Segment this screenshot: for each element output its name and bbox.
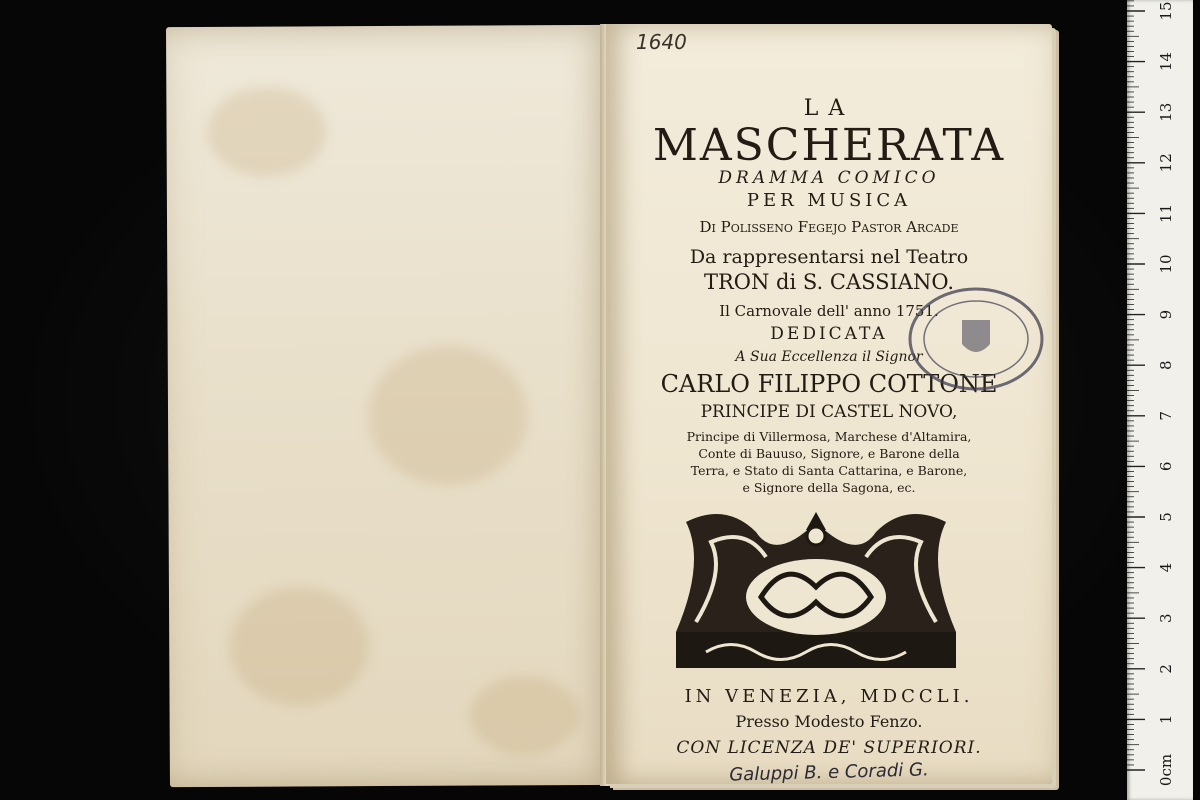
theatre-line: TRON di S. CASSIANO. — [703, 270, 955, 294]
paper-stain — [469, 675, 579, 756]
title-article: LA — [803, 96, 855, 121]
titles-line: Conte di Bauuso, Signore, e Barone della — [698, 446, 960, 461]
performance-line: Da rappresentarsi nel Teatro — [689, 246, 969, 268]
printer-woodcut-ornament — [666, 502, 966, 674]
carnival-line: Il Carnovale dell' anno 1751. — [719, 302, 939, 320]
ruler-label: 14 — [1157, 52, 1175, 72]
measurement-ruler — [1127, 0, 1193, 800]
ruler-label: 4 — [1157, 562, 1175, 573]
ruler-label: 8 — [1157, 360, 1175, 370]
ruler-label: 13 — [1157, 102, 1175, 122]
left-flyleaf-page — [166, 25, 616, 787]
prince-line: PRINCIPE DI CASTEL NOVO, — [700, 402, 958, 422]
per-musica-line: PER MUSICA — [746, 190, 912, 211]
ruler-label: 2 — [1157, 664, 1175, 674]
ruler-label: 3 — [1157, 613, 1175, 623]
ruler-label: 15 — [1157, 1, 1175, 21]
author-line: Di Polisseno Fegejo Pastor Arcade — [699, 218, 959, 236]
paper-stain — [229, 586, 370, 707]
excellency-line: A Sua Eccellenza il Signor — [735, 349, 923, 365]
ruler-label: 5 — [1157, 512, 1175, 522]
paper-stain — [206, 86, 326, 177]
titles-line: Principe di Villermosa, Marchese d'Altamira, — [686, 429, 972, 444]
licence-line: CON LICENZA DE' SUPERIORI. — [676, 738, 982, 758]
handwritten-annotation: Galuppi B. e Coradi G. — [729, 759, 929, 786]
place-date-line: IN VENEZIA, MDCCLI. — [684, 686, 974, 707]
ruler-label: 11 — [1157, 203, 1175, 223]
ruler-label: 12 — [1157, 153, 1175, 173]
dedicatee-name: CARLO FILIPPO COTTONE — [660, 370, 998, 398]
ruler-label: 6 — [1157, 461, 1175, 472]
dedication-line: DEDICATA — [770, 324, 888, 344]
shelfmark-handwritten: 1640 — [636, 30, 687, 54]
genre-line: DRAMMA COMICO — [718, 168, 940, 188]
title-page — [606, 24, 1052, 784]
library-stamp — [906, 284, 1046, 394]
titles-line: Terra, e Stato di Santa Cattarina, e Barone, — [690, 463, 968, 478]
paper-stain — [368, 345, 529, 486]
ruler-label: 1 — [1157, 714, 1175, 725]
titles-line: e Signore della Sagona, ec. — [742, 480, 916, 495]
ruler-label: 0cm — [1157, 753, 1175, 787]
ruler-label: 9 — [1157, 309, 1175, 320]
main-title: MASCHERATA — [652, 120, 1006, 171]
ruler-label: 10 — [1157, 254, 1175, 274]
ruler-label: 7 — [1157, 411, 1175, 421]
printer-line: Presso Modesto Fenzo. — [735, 712, 923, 731]
